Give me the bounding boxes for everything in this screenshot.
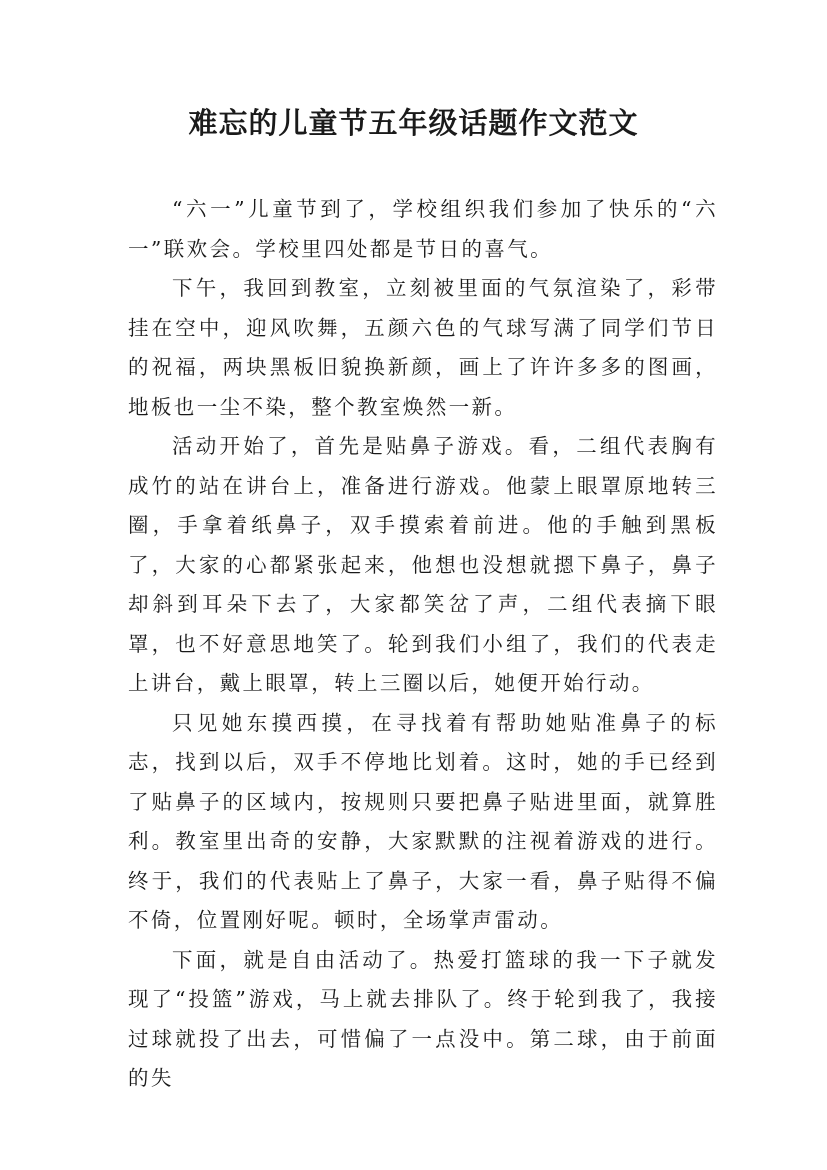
paragraph-2: 下午，我回到教室，立刻被里面的气氛渲染了，彩带挂在空中，迎风吹舞，五颜六色的气球写满了同学们节日的祝福，两块黑板旧貌换新颜，画上了许许多多的图画，地板也一尘不染，整个教室焕然一新。 — [128, 276, 718, 419]
paragraph-1: “六一”儿童节到了，学校组织我们参加了快乐的“六一”联欢会。学校里四处都是节日的喜气。 — [128, 197, 718, 261]
paragraph-5: 下面，就是自由活动了。热爱打篮球的我一下子就发现了“投篮”游戏，马上就去排队了。终于轮到我了，我接过球就投了出去，可惜偏了一点没中。第二球，由于前面的失 — [128, 947, 718, 1090]
paragraph-3: 活动开始了，首先是贴鼻子游戏。看，二组代表胸有成竹的站在讲台上，准备进行游戏。他蒙上眼罩原地转三圈，手拿着纸鼻子，双手摸索着前进。他的手触到黑板了，大家的心都紧张起来，他想也没想就摁下鼻子，鼻子却斜到耳朵下去了，大家都笑岔了声，二组代表摘下眼罩，也不好意思地笑了。轮到我们小组了，我们的代表走上讲台，戴上眼罩，转上三圈以后，她便开始行动。 — [128, 434, 718, 695]
document-title: 难忘的儿童节五年级话题作文范文 — [188, 106, 639, 140]
paragraph-4: 只见她东摸西摸，在寻找着有帮助她贴准鼻子的标志，找到以后，双手不停地比划着。这时，她的手已经到了贴鼻子的区域内，按规则只要把鼻子贴进里面，就算胜利。教室里出奇的安静，大家默默的注视着游戏的进行。终于，我们的代表贴上了鼻子，大家一看，鼻子贴得不偏不倚，位置刚好呢。顿时，全场掌声雷动。 — [128, 710, 718, 932]
document-body — [128, 190, 718, 1099]
